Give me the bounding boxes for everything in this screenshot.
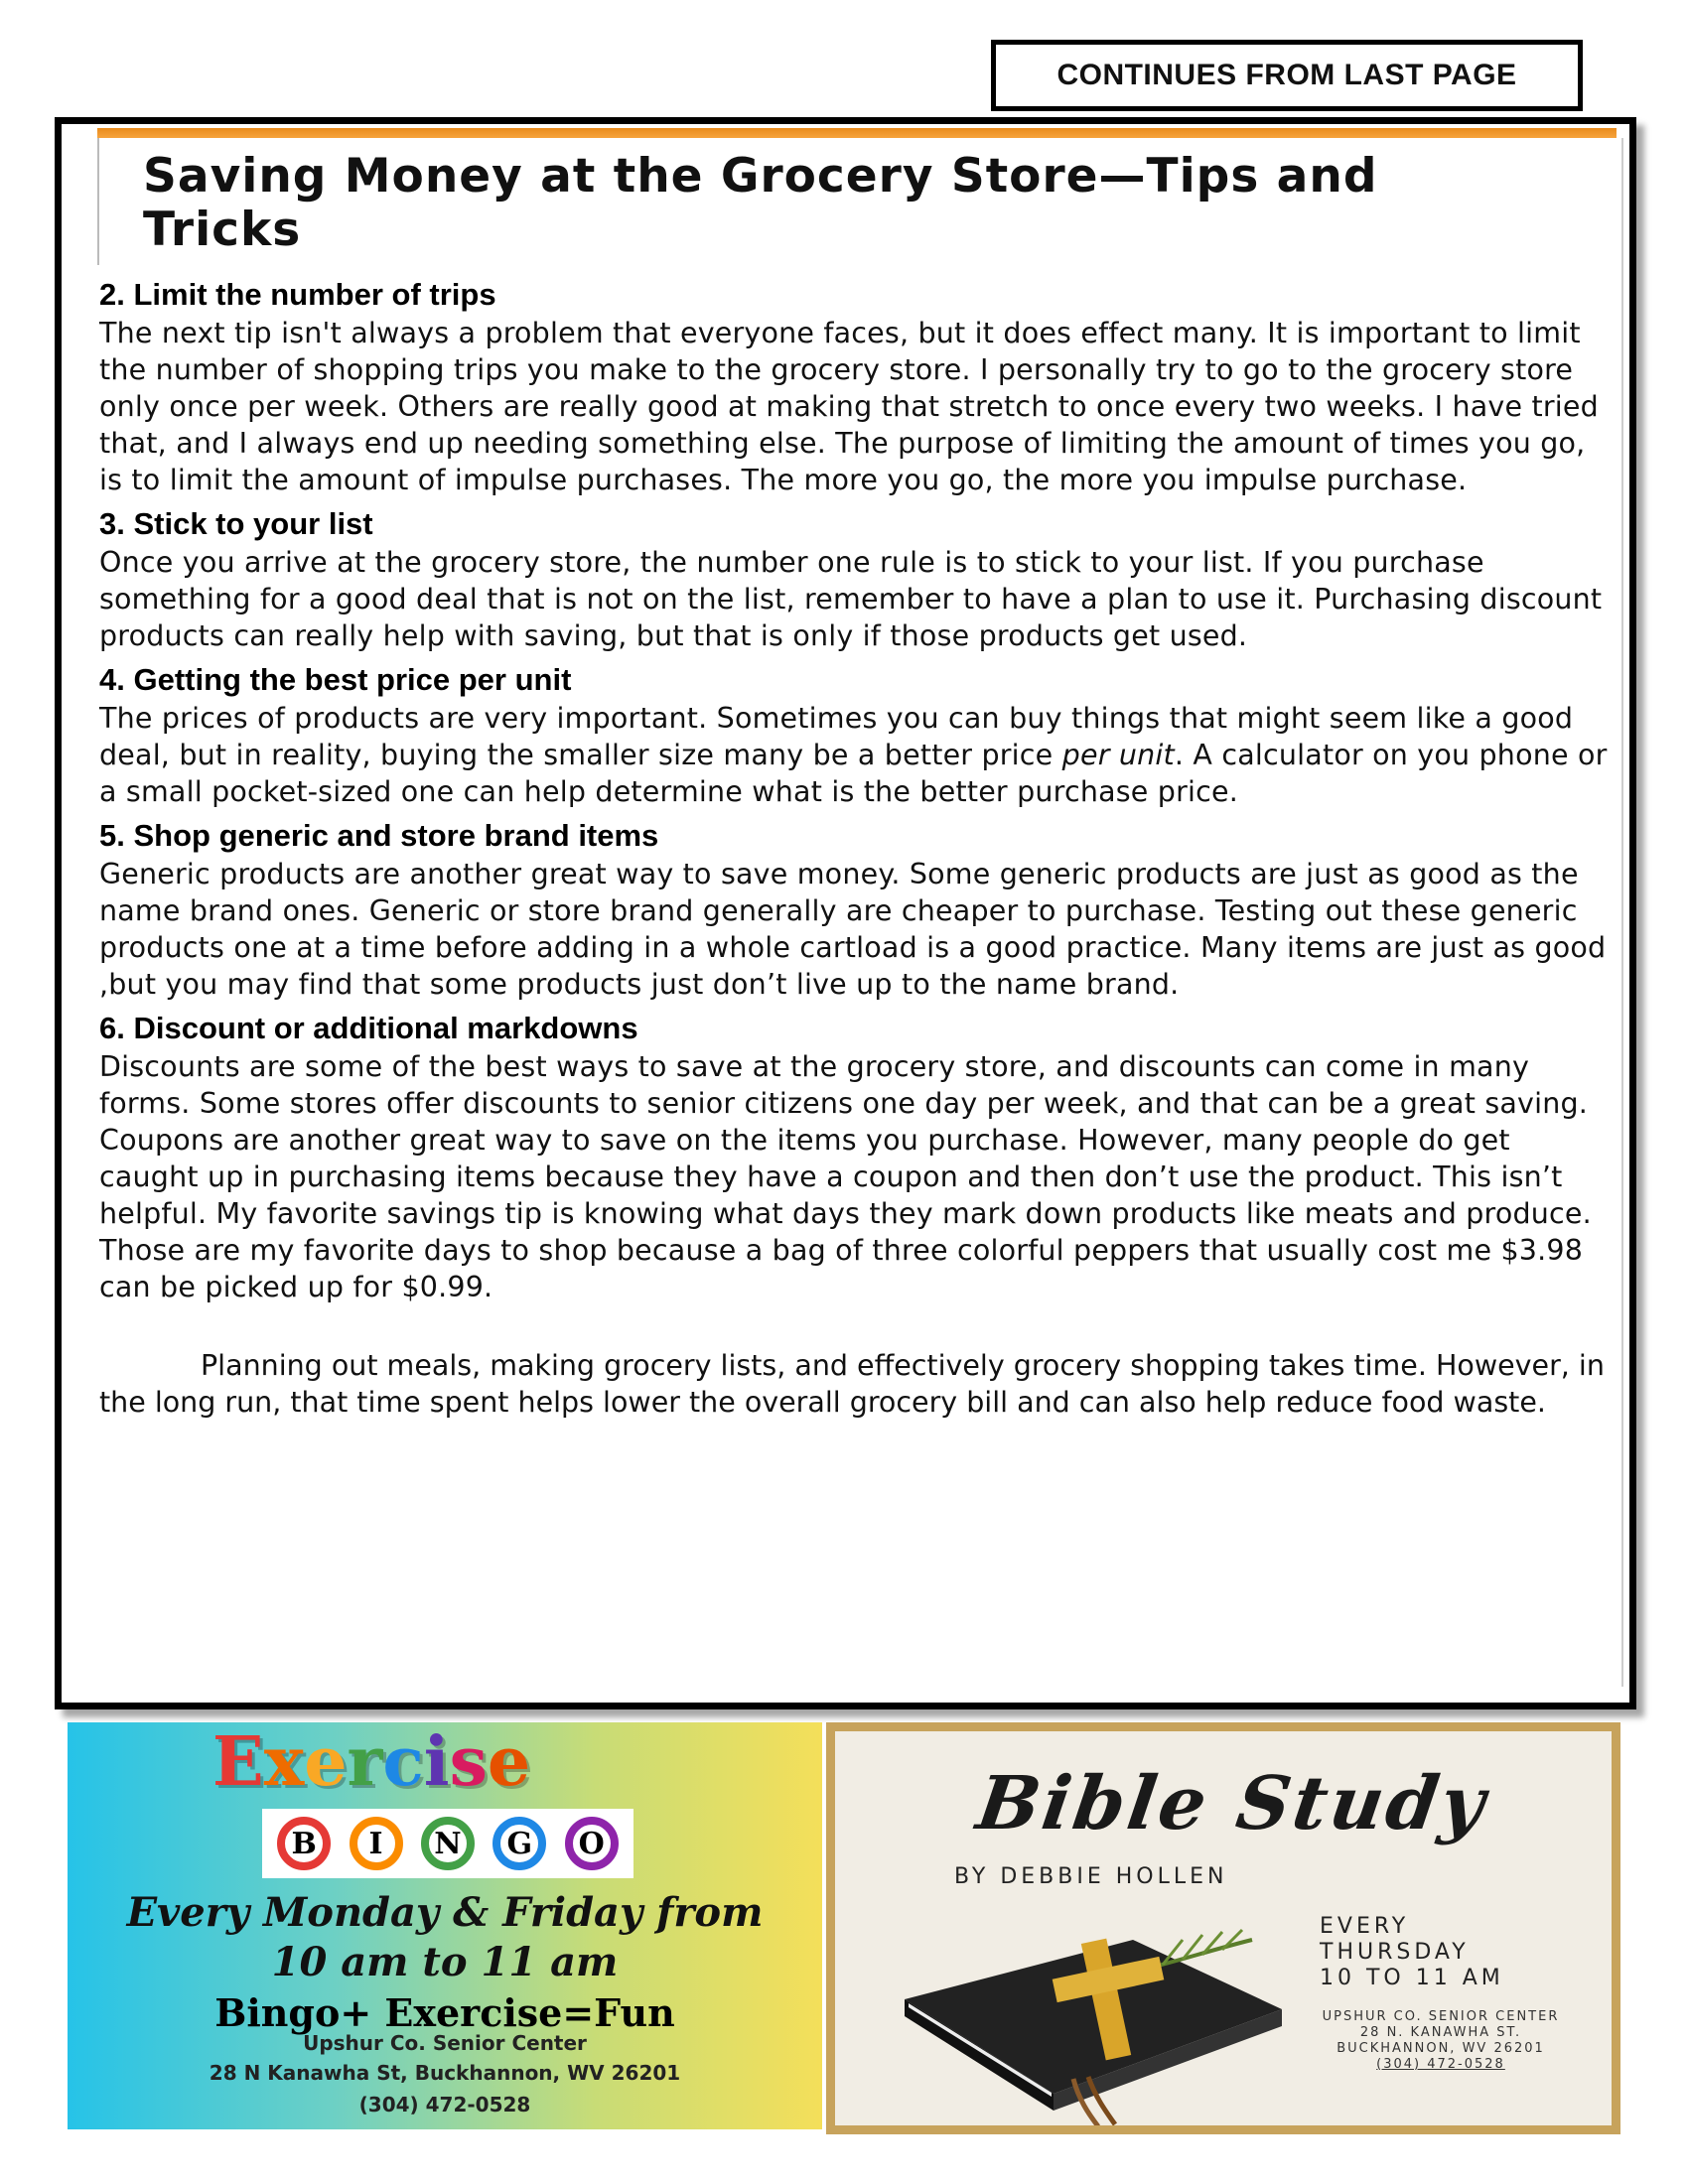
section-text-stick-to-list: Once you arrive at the grocery store, the number one rule is to stick to your list. If you purchase something for a good deal that is not on the list, remember to have a plan to use it. Purchasing discount products can really help with saving, but that is only if those products get used. — [99, 546, 1603, 652]
bingo-balls-strip — [262, 1809, 633, 1878]
exercise-venue: Upshur Co. Senior Center — [303, 2031, 587, 2055]
bible-study-title: Bible Study — [971, 1761, 1493, 1846]
section-text-generic-brands: Generic products are another great way to save money. Some generic products are just as good as the name brand ones. Generic or store brand generally are cheaper to purchase. Testing out these generic products one at a time before adding in a whole cartload is a good practice. Many items are just as good ,but you may find that some products just don’t live up to the name brand. — [99, 858, 1607, 1001]
exercise-address: 28 N Kanawha St, Buckhannon, WV 26201 — [209, 2061, 681, 2085]
continues-from-last-page-banner: CONTINUES FROM LAST PAGE — [991, 40, 1583, 111]
bible-study-flyer — [826, 1722, 1620, 2134]
exercise-title-letter: s — [449, 1722, 488, 1802]
exercise-title-letter: i — [423, 1722, 450, 1802]
bible-study-venue: UPSHUR CO. SENIOR CENTER — [1322, 2009, 1560, 2024]
right-divider — [1621, 138, 1623, 1687]
section-text-limit-trips: The next tip isn't always a problem that everyone faces, but it does effect many. It is important to limit the number of shopping trips you make to the grocery store. I personally try to go to the grocery store only once per week. Others are really good at making that stretch to once every two weeks. I have tried that, and I always end up needing something else. The purpose of limiting the amount of times you go, is to limit the amount of impulse purchases. The more you go, the more you impulse purchase. — [99, 317, 1599, 496]
exercise-title-letter: E — [211, 1722, 264, 1802]
exercise-title-letter: r — [347, 1722, 383, 1802]
title-divider — [97, 138, 99, 265]
bingo-ball-o: O — [565, 1817, 619, 1870]
section-heading-price-per-unit: 4. Getting the best price per unit — [99, 662, 572, 697]
exercise-title-letter: e — [487, 1722, 531, 1802]
bible-study-street: 28 N. KANAWHA ST. — [1359, 2025, 1522, 2040]
bingo-ball-i: I — [350, 1817, 403, 1870]
price-text-after: . A calculator on you phone or a small pocket-sized one can help determine what is the better purchase price. — [99, 739, 1608, 808]
exercise-title-letter: e — [304, 1722, 348, 1802]
closing-paragraph: Planning out meals, making grocery lists, and effectively grocery shopping takes time. However, in the long run, that time spent helps lower the overall grocery bill and can also help reduce food waste. — [99, 1349, 1605, 1419]
bible-study-phone: (304) 472-0528 — [1376, 2057, 1505, 2072]
exercise-schedule-time: 10 am to 11 am — [271, 1939, 619, 1985]
exercise-phone: (304) 472-0528 — [358, 2093, 531, 2116]
bible-study-day: THURSDAY — [1320, 1940, 1470, 1965]
section-text-price-per-unit — [99, 700, 1609, 810]
section-heading-discounts: 6. Discount or additional markdowns — [99, 1011, 638, 1045]
bible-cross-icon — [885, 1880, 1302, 2128]
exercise-schedule-days: Every Monday & Friday from — [126, 1889, 764, 1936]
exercise-bingo-flyer — [68, 1722, 822, 2129]
orange-accent-bar — [97, 128, 1617, 138]
price-text-emphasis: per unit — [1061, 739, 1175, 771]
article-frame — [55, 117, 1636, 1709]
bible-study-city: BUCKHANNON, WV 26201 — [1336, 2041, 1545, 2056]
exercise-tagline: Bingo+ Exercise=Fun — [214, 1990, 675, 2035]
bingo-ball-b: B — [277, 1817, 331, 1870]
price-text-before: The prices of products are very important. Sometimes you can buy things that might seem like a good deal, but in reality, buying the smaller size many be a better price — [99, 702, 1574, 771]
section-heading-stick-to-list: 3. Stick to your list — [99, 506, 373, 541]
section-heading-generic-brands: 5. Shop generic and store brand items — [99, 818, 659, 853]
section-heading-limit-trips: 2. Limit the number of trips — [99, 277, 496, 312]
bible-study-time: 10 TO 11 AM — [1320, 1966, 1504, 1990]
bingo-ball-g: G — [492, 1817, 546, 1870]
exercise-title — [68, 1724, 749, 1800]
section-text-discounts: Discounts are some of the best ways to save at the grocery store, and discounts can come in many forms. Some stores offer discounts to senior citizens one day per week, and that can be a great saving. Coupons are another great way to save on the items you purchase. However, many people do get caught up in purchasing items because they have a coupon and then don’t use the product. This isn’t helpful. My favorite savings tip is knowing what days they mark down products like meats and produce. Those are my favorite days to shop because a bag of three colorful peppers that usually cost me $3.98 can be picked up for $0.99. — [99, 1050, 1592, 1303]
exercise-title-letter: c — [382, 1722, 424, 1802]
bible-study-host: BY DEBBIE HOLLEN — [954, 1864, 1228, 1889]
bingo-ball-n: N — [421, 1817, 475, 1870]
exercise-title-letter: x — [263, 1722, 305, 1802]
bible-study-every: EVERY — [1320, 1914, 1410, 1939]
article-title: Saving Money at the Grocery Store—Tips and Tricks — [143, 149, 1378, 257]
article-body — [99, 275, 1609, 1421]
